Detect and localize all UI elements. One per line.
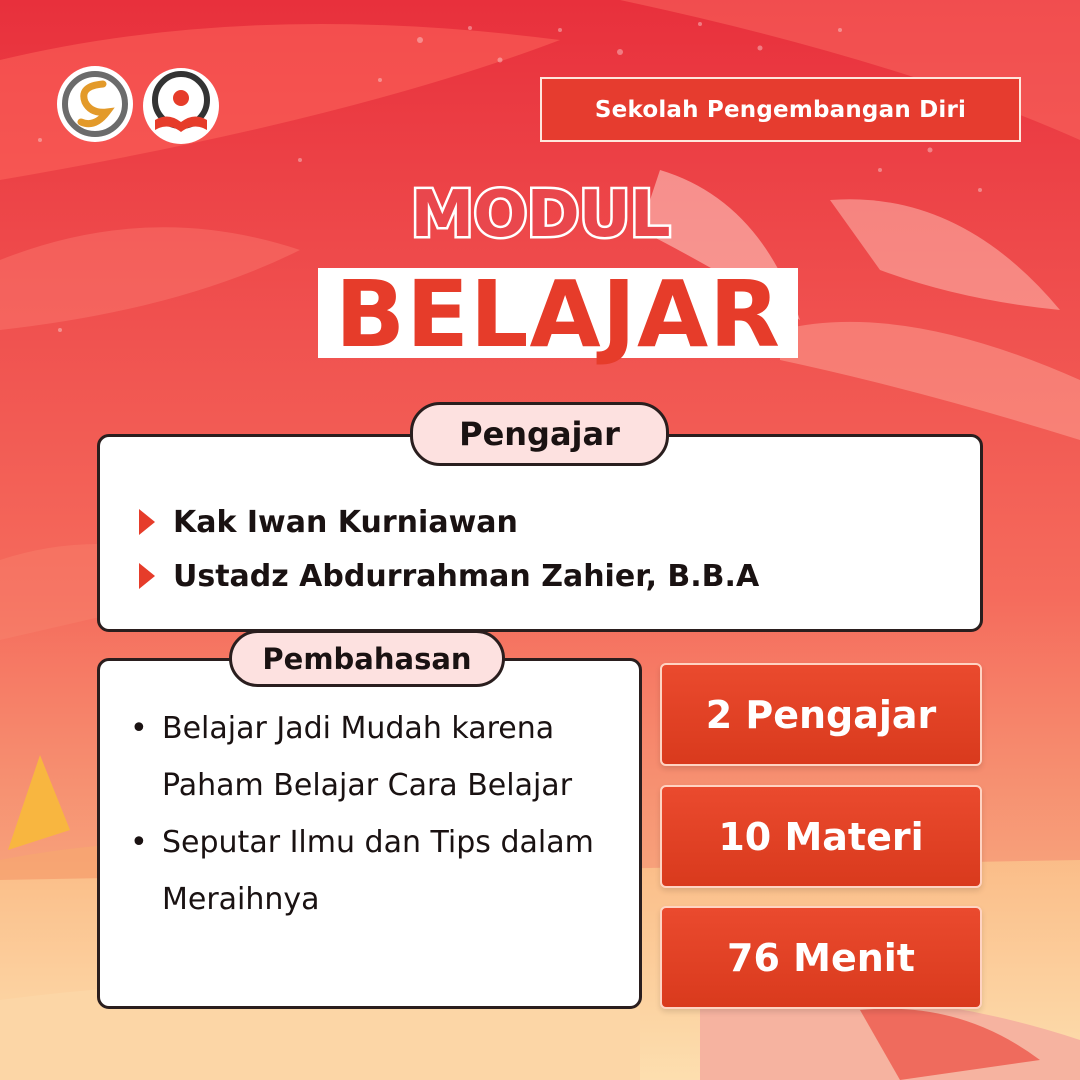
title-modul: MODUL [410,178,670,252]
stat-teachers-count: 2 Pengajar [660,663,982,766]
topic-text: Belajar Jadi Mudah karena Paham Belajar Cara Belajar [162,711,573,803]
list-item [137,495,759,549]
chevron-right-icon [137,507,157,537]
school-name-badge [540,77,1021,142]
stat-duration: 76 Menit [660,906,982,1009]
teacher-name: Kak Iwan Kurniawan [173,504,518,540]
brand-s-logo [57,66,133,142]
topic-list [130,700,620,928]
brand-logos [55,60,225,150]
bullet-icon: • [130,711,148,746]
topics-heading: Pembahasan [229,630,505,687]
stat-materials-count: 10 Materi [660,785,982,888]
list-item [130,814,620,928]
teachers-heading: Pengajar [410,402,669,466]
list-item [130,700,620,814]
brand-book-person-logo [143,68,219,144]
school-name: Sekolah Pengembangan Diri [594,96,967,123]
teacher-name: Ustadz Abdurrahman Zahier, B.B.A [173,558,760,594]
topic-text: Seputar Ilmu dan Tips dalam Meraihnya [162,825,594,917]
title-belajar: BELAJAR [334,261,782,368]
bullet-icon: • [130,825,148,860]
chevron-right-icon [137,561,157,591]
list-item [137,549,759,603]
teacher-list [137,495,759,603]
